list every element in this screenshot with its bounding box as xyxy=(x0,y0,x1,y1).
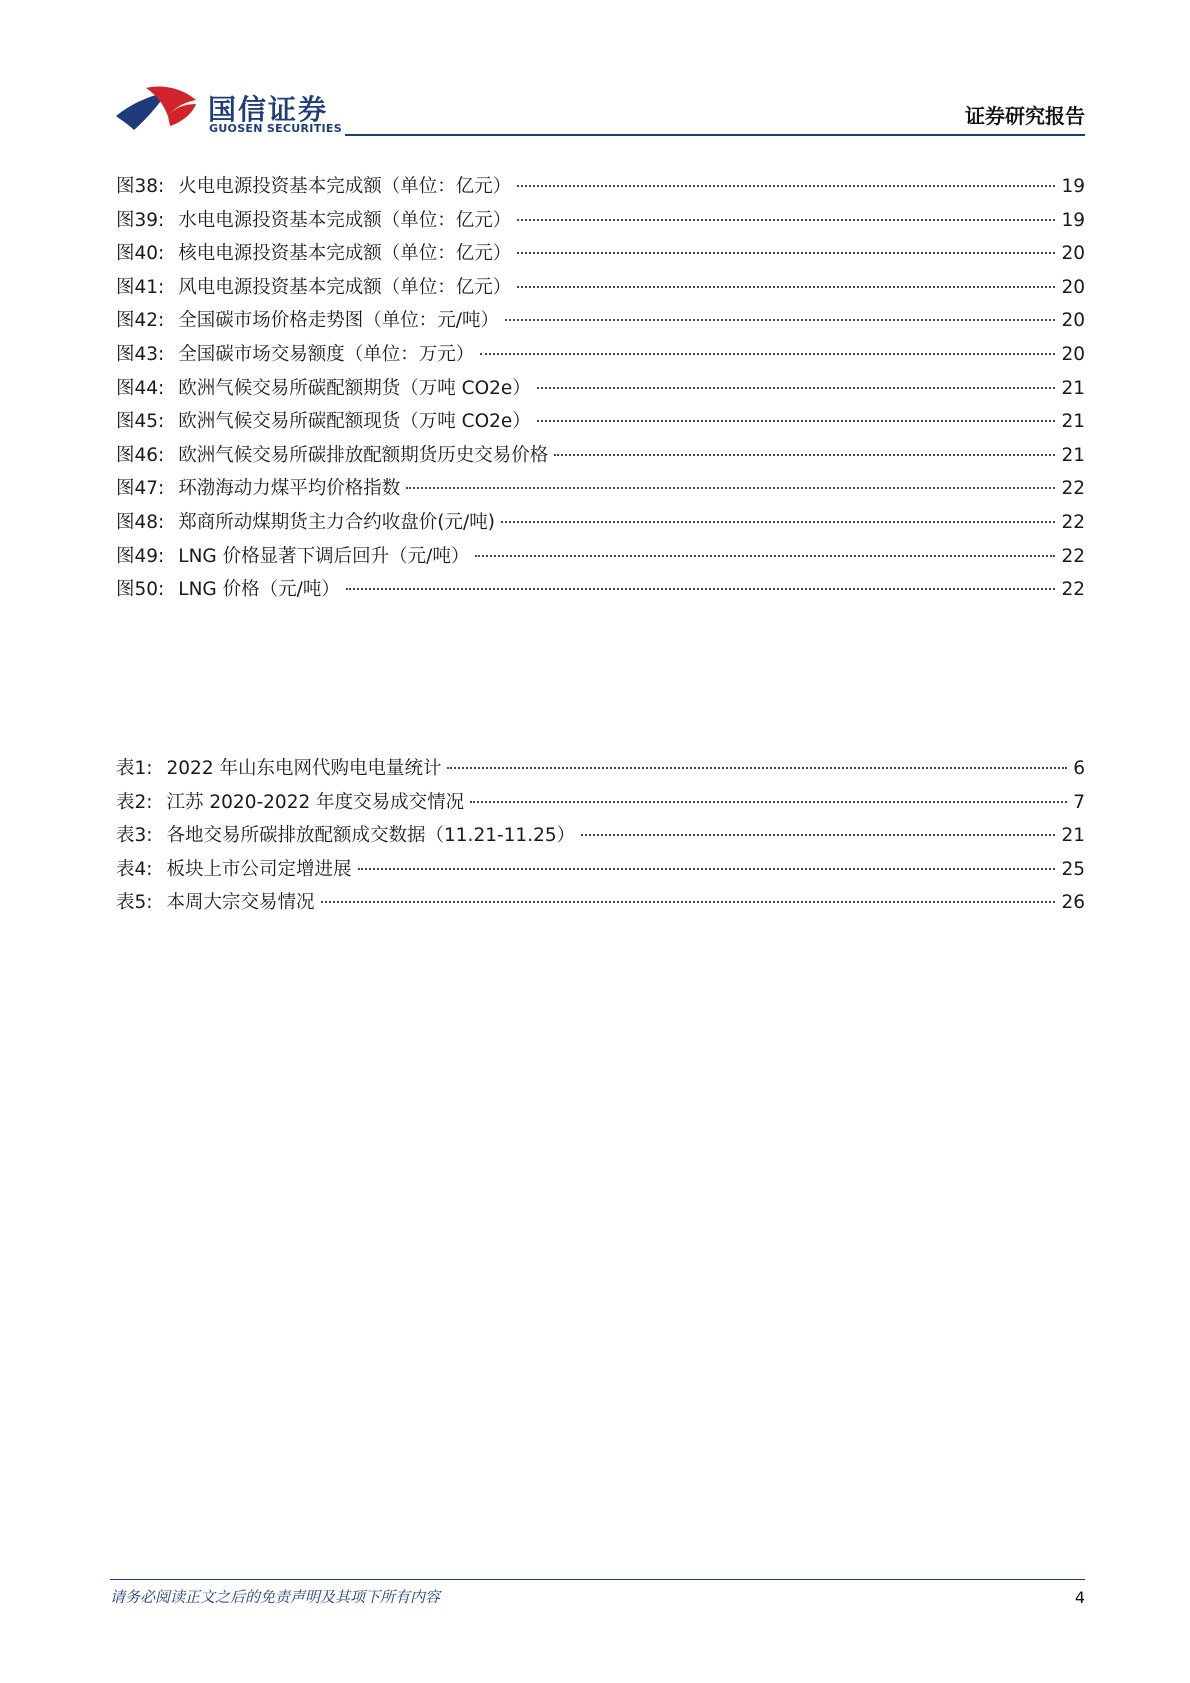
figure-toc-entry-label: 图47: xyxy=(116,478,165,500)
figure-toc-entry-title: 火电电源投资基本完成额（单位：亿元） xyxy=(178,176,512,197)
figure-toc-entry-label: 图43: xyxy=(116,343,165,365)
figure-toc-entry-page: 19 xyxy=(1061,209,1085,231)
figure-toc-entry[interactable] xyxy=(116,472,1085,506)
figure-toc-entry-page: 21 xyxy=(1061,411,1085,433)
table-toc-entry-title: 板块上市公司定增进展 xyxy=(166,858,352,880)
figure-toc-entry-title: 核电电源投资基本完成额（单位：亿元） xyxy=(178,243,512,265)
figure-toc-entry-title: LNG 价格显著下调后回升（元/吨） xyxy=(178,545,470,567)
table-toc-entry-page: 6 xyxy=(1073,758,1085,779)
figure-toc-entry-title: 郑商所动煤期货主力合约收盘价(元/吨) xyxy=(178,511,495,533)
figure-toc-entry-title: 环渤海动力煤平均价格指数 xyxy=(178,478,401,500)
figure-toc-entry-label: 图49: xyxy=(116,545,165,567)
figure-toc-entry-title: 全国碳市场价格走势图（单位：元/吨） xyxy=(178,310,500,332)
dot-leader xyxy=(447,767,1067,769)
table-toc-entry-title: 江苏 2020-2022 年度交易成交情况 xyxy=(166,791,465,813)
figure-toc-entry[interactable] xyxy=(116,372,1085,406)
figure-toc-entry-page: 21 xyxy=(1061,444,1085,466)
figure-toc-entry-page: 19 xyxy=(1061,176,1085,197)
table-toc-entry-label: 表5: xyxy=(116,892,153,913)
figure-toc-entry[interactable] xyxy=(116,506,1085,540)
figure-toc-entry-label: 图38: xyxy=(116,176,165,197)
dot-leader xyxy=(358,868,1056,870)
figure-toc-entry-title: 全国碳市场交易额度（单位：万元） xyxy=(178,343,475,365)
figure-toc-entry-title: LNG 价格（元/吨） xyxy=(178,579,340,601)
figure-toc-entry-page: 20 xyxy=(1061,276,1085,298)
dot-leader xyxy=(537,387,1056,389)
table-toc-entry-label: 表4: xyxy=(116,858,153,880)
figure-toc-entry[interactable] xyxy=(116,170,1085,204)
dot-leader xyxy=(470,801,1067,803)
logo-text-cn: 国信证券 xyxy=(208,93,329,126)
guosen-logo-icon xyxy=(116,86,206,136)
table-toc-entry-page: 26 xyxy=(1061,892,1085,913)
figure-toc-entry-page: 22 xyxy=(1061,545,1085,567)
figure-toc-entry[interactable] xyxy=(116,439,1085,473)
dot-leader xyxy=(346,588,1056,590)
dot-leader xyxy=(517,185,1055,187)
dot-leader xyxy=(480,353,1055,355)
figure-toc-entry[interactable] xyxy=(116,237,1085,271)
guosen-logo xyxy=(116,86,342,142)
figure-toc-entry-title: 风电电源投资基本完成额（单位：亿元） xyxy=(178,276,512,298)
dot-leader xyxy=(501,521,1056,523)
figure-toc-entry-page: 22 xyxy=(1061,579,1085,601)
figure-toc-entry-label: 图40: xyxy=(116,243,165,265)
table-toc-entry[interactable] xyxy=(116,853,1085,887)
figure-toc-entry[interactable] xyxy=(116,204,1085,238)
figure-toc-entry-label: 图41: xyxy=(116,276,165,298)
page-number: 4 xyxy=(1074,1588,1085,1607)
figure-toc-entry[interactable] xyxy=(116,573,1085,607)
figure-toc-entry-label: 图45: xyxy=(116,411,165,433)
figure-toc-entry-title: 欧洲气候交易所碳配额现货（万吨 CO2e） xyxy=(178,411,531,433)
dot-leader xyxy=(406,487,1055,489)
figure-toc-entry-page: 22 xyxy=(1061,511,1085,533)
figure-toc-entry-label: 图44: xyxy=(116,377,165,399)
page-header xyxy=(0,0,1190,140)
logo-text-en: GUOSEN SECURITIES xyxy=(209,122,342,135)
figure-toc-entry-page: 20 xyxy=(1061,343,1085,365)
table-toc-entry[interactable] xyxy=(116,819,1085,853)
figure-toc-entry-page: 21 xyxy=(1061,377,1085,399)
table-toc-entry-title: 各地交易所碳排放配额成交数据（11.21-11.25） xyxy=(166,825,576,846)
table-toc-entry-label: 表2: xyxy=(116,791,153,813)
dot-leader xyxy=(581,834,1055,836)
figure-toc-entry[interactable] xyxy=(116,304,1085,338)
report-type-title: 证券研究报告 xyxy=(965,104,1085,128)
dot-leader xyxy=(505,319,1055,321)
header-divider xyxy=(345,134,1085,136)
figure-toc-entry-label: 图46: xyxy=(116,444,165,466)
table-toc-entry-label: 表1: xyxy=(116,758,153,779)
figure-toc-entry-title: 欧洲气候交易所碳配额期货（万吨 CO2e） xyxy=(178,377,531,399)
figure-toc-entry[interactable] xyxy=(116,338,1085,372)
figure-toc-entry[interactable] xyxy=(116,540,1085,574)
table-toc-entry[interactable] xyxy=(116,886,1085,920)
table-toc-entry-title: 2022 年山东电网代购电电量统计 xyxy=(166,758,442,779)
table-toc-entry-page: 25 xyxy=(1061,858,1085,880)
dot-leader xyxy=(554,454,1055,456)
figure-toc-entry-page: 20 xyxy=(1061,310,1085,332)
dot-leader xyxy=(537,420,1056,422)
figure-toc-entry-label: 图50: xyxy=(116,579,165,601)
dot-leader xyxy=(517,252,1055,254)
footer-divider xyxy=(110,1579,1085,1580)
table-toc-entry-page: 21 xyxy=(1061,825,1085,846)
figure-toc-entry-label: 图42: xyxy=(116,310,165,332)
table-toc-entry-title: 本周大宗交易情况 xyxy=(166,892,315,913)
figure-toc-entry-label: 图39: xyxy=(116,209,165,231)
figure-index xyxy=(116,170,1085,607)
figure-toc-entry-page: 20 xyxy=(1061,243,1085,265)
figure-toc-entry-label: 图48: xyxy=(116,511,165,533)
dot-leader xyxy=(321,901,1056,903)
table-toc-entry[interactable] xyxy=(116,752,1085,786)
figure-toc-entry-title: 水电电源投资基本完成额（单位：亿元） xyxy=(178,209,512,231)
table-toc-entry-page: 7 xyxy=(1073,791,1085,813)
footer-disclaimer: 请务必阅读正文之后的免责声明及其项下所有内容 xyxy=(110,1588,441,1606)
figure-toc-entry[interactable] xyxy=(116,405,1085,439)
dot-leader xyxy=(517,286,1055,288)
figure-toc-entry-title: 欧洲气候交易所碳排放配额期货历史交易价格 xyxy=(178,444,549,466)
table-toc-entry[interactable] xyxy=(116,786,1085,820)
dot-leader xyxy=(475,555,1055,557)
table-index xyxy=(116,752,1085,920)
table-toc-entry-label: 表3: xyxy=(116,825,153,846)
figure-toc-entry-page: 22 xyxy=(1061,478,1085,500)
dot-leader xyxy=(517,219,1055,221)
figure-toc-entry[interactable] xyxy=(116,271,1085,305)
